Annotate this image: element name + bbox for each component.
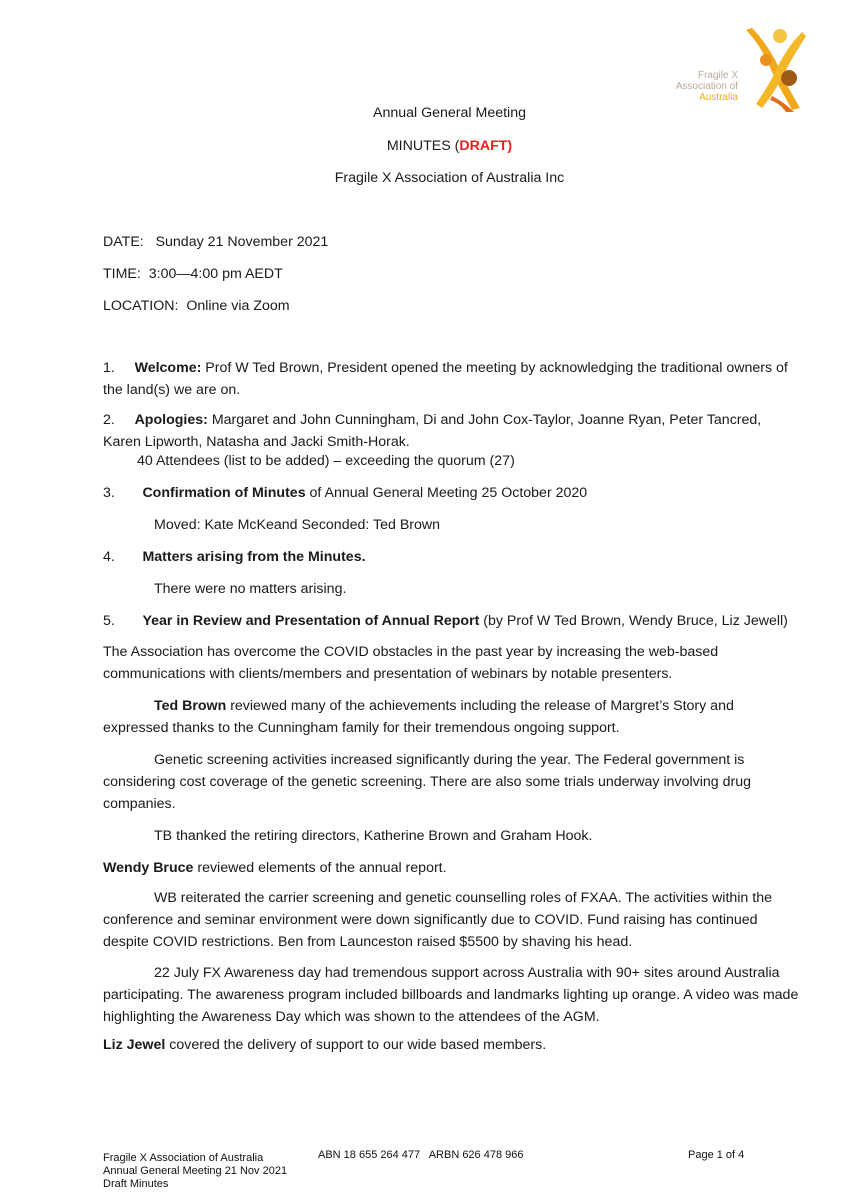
- item-heading: Apologies:: [134, 412, 208, 428]
- item-heading: Welcome:: [134, 360, 202, 376]
- item-text: (by Prof W Ted Brown, Wendy Bruce, Liz Jewell): [479, 613, 788, 629]
- item-year-in-review: [103, 612, 788, 631]
- location-value: Online via Zoom: [186, 298, 290, 314]
- item-number: 3.: [103, 485, 115, 501]
- footer-org: Fragile X Association of Australia: [103, 1152, 264, 1164]
- date-label: DATE:: [103, 234, 144, 250]
- paragraph-awareness-day: 22 July FX Awareness day had tremendous support across Australia with 90+ sites around Australia participating. The awareness program included billboards and landmarks lighting up orange. A video was made highlighting the Awareness Day which was shown to the attendees of the AGM.: [103, 965, 799, 1025]
- subtitle-prefix: MINUTES (: [386, 138, 460, 154]
- subtitle-suffix: ): [507, 138, 513, 154]
- paragraph-genetic-screening: Genetic screening activities increased significantly during the year. The Federal government is considering cost coverage of the genetic screening. There are also some trials underway involving drug companies.: [103, 752, 751, 812]
- doc-title: Annual General Meeting: [372, 105, 526, 121]
- attendees-line: 40 Attendees (list to be added) – exceeding the quorum (27): [137, 453, 515, 469]
- logo-line-3: Australia: [699, 92, 738, 103]
- item-heading: Confirmation of Minutes: [142, 485, 306, 501]
- item-number: 1.: [103, 360, 115, 376]
- footer-abn-arbn: ABN 18 655 264 477 ARBN 626 478 966: [318, 1149, 524, 1161]
- paragraph-wendy-bruce: [103, 857, 803, 879]
- meta-location: [103, 297, 290, 316]
- logo-line-1: Fragile X: [697, 70, 738, 81]
- organisation-name: Fragile X Association of Australia Inc: [334, 170, 565, 186]
- paragraph-retiring-directors: TB thanked the retiring directors, Katherine Brown and Graham Hook.: [154, 828, 593, 844]
- paragraph-association: The Association has overcome the COVID obstacles in the past year by increasing the web-based communications with clients/members and presentation of webinars by notable presenters.: [103, 644, 719, 682]
- paragraph-text: reviewed elements of the annual report.: [193, 860, 447, 876]
- item-number: 5.: [103, 613, 115, 629]
- item-heading: Year in Review and Presentation of Annual Report: [142, 613, 480, 629]
- doc-subtitle: [0, 137, 849, 156]
- item-matters-arising: [103, 548, 366, 567]
- fxaa-logo-mark: [742, 26, 808, 112]
- paragraph-liz-jewel: [103, 1034, 803, 1056]
- item-apologies: [103, 409, 803, 453]
- item-number: 2.: [103, 412, 115, 428]
- speaker-name: Ted Brown: [154, 698, 227, 714]
- footer-meeting: Annual General Meeting 21 Nov 2021: [103, 1165, 288, 1177]
- paragraph-ted-brown: [103, 695, 803, 739]
- item-text: Prof W Ted Brown, President opened the meeting by acknowledging the traditional owners of the land(s) we are on.: [103, 360, 788, 398]
- paragraph-text: reviewed many of the achievements including the release of Margret’s Story and expressed thanks to the Cunningham family for their tremendous ongoing support.: [103, 698, 734, 736]
- footer-draft: Draft Minutes: [103, 1178, 169, 1190]
- speaker-name: Liz Jewel: [103, 1037, 166, 1053]
- item-heading: Matters arising from the Minutes.: [142, 549, 366, 565]
- time-label: TIME:: [103, 266, 141, 282]
- item-welcome: [103, 357, 803, 401]
- matters-arising-text: There were no matters arising.: [154, 581, 347, 597]
- time-value: 3:00—4:00 pm AEDT: [148, 266, 283, 282]
- footer-page-number: Page 1 of 4: [688, 1149, 745, 1161]
- meta-time: [103, 265, 283, 284]
- speaker-name: Wendy Bruce: [103, 860, 194, 876]
- moved-seconded: Moved: Kate McKeand Seconded: Ted Brown: [154, 517, 441, 533]
- logo-line-2: Association of: [675, 81, 738, 92]
- meta-date: [103, 233, 328, 252]
- item-number: 4.: [103, 549, 115, 565]
- footer-left: [103, 1152, 287, 1191]
- item-text: Margaret and John Cunningham, Di and John Cox-Taylor, Joanne Ryan, Peter Tancred, Karen Lipworth, Natasha and Jacki Smith-Horak.: [103, 412, 762, 450]
- draft-label: DRAFT: [459, 138, 508, 154]
- location-label: LOCATION:: [103, 298, 179, 314]
- item-text: of Annual General Meeting 25 October 2020: [305, 485, 588, 501]
- item-confirmation: [103, 484, 587, 503]
- paragraph-carrier-screening: WB reiterated the carrier screening and genetic counselling roles of FXAA. The activities within the conference and seminar environment were down significantly due to COVID. Fund raising has continued despite COVID restrictions. Ben from Launceston raised $5500 by shaving his head.: [103, 890, 772, 950]
- paragraph-text: covered the delivery of support to our wide based members.: [165, 1037, 547, 1053]
- date-value: Sunday 21 November 2021: [155, 234, 329, 250]
